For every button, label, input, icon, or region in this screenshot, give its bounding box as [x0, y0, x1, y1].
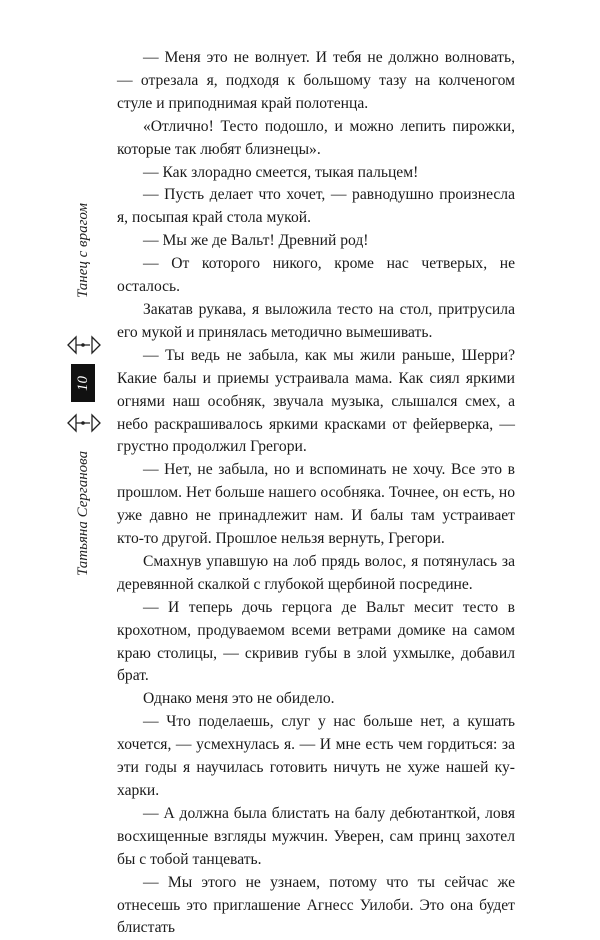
paragraph: — Пусть делает что хочет, — равнодушно произнесла я, посыпая край стола мукой. — [117, 186, 515, 227]
paragraph: Закатав рукава, я выложила тесто на стол, притрусила его мукой и принялась методично вымешивать. — [117, 300, 515, 341]
paragraph: Однако меня это не обидело. — [143, 690, 335, 708]
paragraph: — Мы этого не узнаем, потому что ты сейчас же отнесешь это приглашение Агнесс Уилоби. Это она будет блистать — [117, 873, 515, 937]
paragraph: — От которого никого, кроме нас четверых, не осталось. — [117, 255, 515, 296]
page-number-box — [71, 364, 95, 402]
paragraph: — Что поделаешь, слуг у нас больше нет, а кушать хочется, — усмехнулась я. — И мне есть чем гордиться: за эти годы я научилась готовить ничуть не хуже нашей кухарки. — [117, 713, 515, 799]
paragraph: «Отлично! Тесто подошло, и можно лепить пирожки, которые так любят близнецы». — [117, 117, 515, 158]
running-head-book-title: Танец с врагом — [75, 203, 91, 299]
paragraph: — Нет, не забыла, но и вспоминать не хочу. Все это в прошлом. Нет больше нашего особняка. Точнее, он есть, но уже давно не принадлежит нам. И балы там устраивает кто-то другой. Прошлое нельзя вернуть, Грегори. — [117, 461, 515, 548]
paragraph: — Меня это не волнует. И тебя не должно волновать, — отрезала я, подходя к большому тазу на колченогом стуле и приподнимая край полотенца. — [117, 49, 515, 112]
page-number: 10 — [74, 375, 91, 391]
running-head-author: Татьяна Серганова — [75, 450, 91, 576]
ornament-top-icon — [62, 328, 106, 362]
paragraph: — Мы же де Вальт! Древний род! — [143, 232, 369, 250]
paragraph: — А должна была блистать на балу дебютанткой, ловя восхищенные взгляды мужчин. Уверен, сам принц захотел бы с тобой танцевать. — [117, 804, 515, 868]
paragraph: — И теперь дочь герцога де Вальт месит тесто в крохотном, продуваемом всеми ветрами домике на самом краю столицы, — скривив губы в злой ухмылке, добавил брат. — [117, 598, 515, 685]
body-text — [117, 47, 515, 940]
paragraph: — Как злорадно смеется, тыкая пальцем! — [143, 163, 419, 181]
running-head — [62, 180, 110, 576]
paragraph: Смахнув упавшую на лоб прядь волос, я потянулась за деревянной скалкой с глубокой щербиной посредине. — [117, 552, 515, 593]
paragraph: — Ты ведь не забыла, как мы жили раньше, Шерри? Какие балы и приемы устраивала мама. Как сиял яркими огнями наш особняк, звучала музыка, слышался смех, а небо раскрашивалось яркими красками от фейерверка, — грустно продолжил Грегори. — [117, 346, 515, 456]
